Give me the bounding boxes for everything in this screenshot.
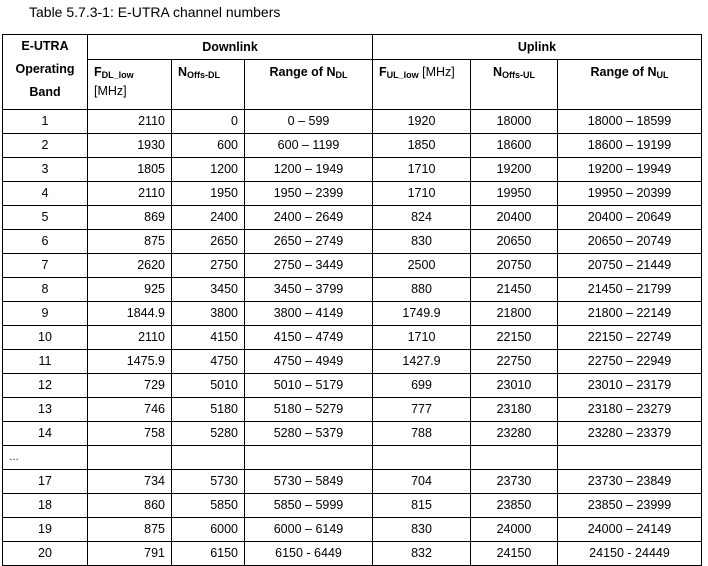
f-ul-low-cell: 788 bbox=[373, 422, 471, 446]
band-header: E-UTRA Operating Band bbox=[3, 35, 88, 110]
table-row bbox=[3, 398, 702, 422]
f-ul-low-cell: 1749.9 bbox=[373, 302, 471, 326]
range-ul-cell: 23180 – 23279 bbox=[558, 398, 702, 422]
n-offs-dl-cell bbox=[172, 446, 245, 470]
range-dl-cell: 1200 – 1949 bbox=[245, 158, 373, 182]
n-offs-ul-cell: 24150 bbox=[471, 542, 558, 566]
range-ul-cell: 23730 – 23849 bbox=[558, 470, 702, 494]
f-dl-low-cell: 925 bbox=[88, 278, 172, 302]
n-offs-dl-cell: 2750 bbox=[172, 254, 245, 278]
band-cell: 1 bbox=[3, 110, 88, 134]
n-offs-dl-cell: 3450 bbox=[172, 278, 245, 302]
uplink-header: Uplink bbox=[373, 35, 702, 60]
range-ul-cell: 23850 – 23999 bbox=[558, 494, 702, 518]
f-ul-low-cell: 1710 bbox=[373, 326, 471, 350]
f-dl-low-cell: 2110 bbox=[88, 182, 172, 206]
n-offs-ul-cell: 18000 bbox=[471, 110, 558, 134]
range-ul-cell: 18000 – 18599 bbox=[558, 110, 702, 134]
range-dl-cell: 1950 – 2399 bbox=[245, 182, 373, 206]
range-dl-cell: 4150 – 4749 bbox=[245, 326, 373, 350]
band-cell: 10 bbox=[3, 326, 88, 350]
n-offs-dl-cell: 4150 bbox=[172, 326, 245, 350]
f-dl-low-cell: 1844.9 bbox=[88, 302, 172, 326]
range-dl-cell: 2400 – 2649 bbox=[245, 206, 373, 230]
table-row bbox=[3, 278, 702, 302]
range-ul-cell: 21450 – 21799 bbox=[558, 278, 702, 302]
n-offs-dl-cell: 0 bbox=[172, 110, 245, 134]
band-cell: 19 bbox=[3, 518, 88, 542]
range-dl-cell: 2650 – 2749 bbox=[245, 230, 373, 254]
f-ul-low-cell: 832 bbox=[373, 542, 471, 566]
range-dl-cell: 3800 – 4149 bbox=[245, 302, 373, 326]
band-cell: 5 bbox=[3, 206, 88, 230]
header-row-sub bbox=[3, 60, 702, 110]
range-dl-cell: 5280 – 5379 bbox=[245, 422, 373, 446]
n-offs-ul-cell: 22750 bbox=[471, 350, 558, 374]
band-cell: 6 bbox=[3, 230, 88, 254]
f-ul-low-cell: 1850 bbox=[373, 134, 471, 158]
n-offs-ul-cell: 23180 bbox=[471, 398, 558, 422]
f-dl-low-cell: 875 bbox=[88, 518, 172, 542]
n-offs-ul-cell: 21450 bbox=[471, 278, 558, 302]
n-offs-ul-cell: 20400 bbox=[471, 206, 558, 230]
f-ul-low-cell: 880 bbox=[373, 278, 471, 302]
band-cell: 9 bbox=[3, 302, 88, 326]
n-offs-ul-cell: 23010 bbox=[471, 374, 558, 398]
n-offs-dl-cell: 4750 bbox=[172, 350, 245, 374]
table-row bbox=[3, 446, 702, 470]
n-offs-ul-cell: 24000 bbox=[471, 518, 558, 542]
n-offs-ul-cell: 23280 bbox=[471, 422, 558, 446]
range-ul-cell: 20650 – 20749 bbox=[558, 230, 702, 254]
n-offs-ul-cell: 20650 bbox=[471, 230, 558, 254]
range-dl-cell: 6150 - 6449 bbox=[245, 542, 373, 566]
range-dl-cell: 5180 – 5279 bbox=[245, 398, 373, 422]
table-row bbox=[3, 326, 702, 350]
band-cell: … bbox=[3, 446, 88, 470]
table-row bbox=[3, 134, 702, 158]
range-ul-cell: 20400 – 20649 bbox=[558, 206, 702, 230]
range-ul-cell: 22750 – 22949 bbox=[558, 350, 702, 374]
f-ul-low-cell: 699 bbox=[373, 374, 471, 398]
range-ul-cell: 20750 – 21449 bbox=[558, 254, 702, 278]
f-ul-low-cell: 830 bbox=[373, 230, 471, 254]
f-dl-low-cell: 2110 bbox=[88, 110, 172, 134]
table-row bbox=[3, 542, 702, 566]
n-offs-dl-cell: 6150 bbox=[172, 542, 245, 566]
range-dl-cell: 2750 – 3449 bbox=[245, 254, 373, 278]
range-ul-cell: 21800 – 22149 bbox=[558, 302, 702, 326]
range-ul-cell: 19950 – 20399 bbox=[558, 182, 702, 206]
f-dl-low-cell bbox=[88, 446, 172, 470]
range-ul-cell: 23010 – 23179 bbox=[558, 374, 702, 398]
f-ul-low-cell: 815 bbox=[373, 494, 471, 518]
n-offs-dl-cell: 5730 bbox=[172, 470, 245, 494]
f-ul-low-cell: 777 bbox=[373, 398, 471, 422]
table-row bbox=[3, 374, 702, 398]
range-dl-cell: 5730 – 5849 bbox=[245, 470, 373, 494]
band-cell: 12 bbox=[3, 374, 88, 398]
f-dl-low-cell: 729 bbox=[88, 374, 172, 398]
band-cell: 20 bbox=[3, 542, 88, 566]
band-cell: 13 bbox=[3, 398, 88, 422]
n-offs-dl-cell: 5180 bbox=[172, 398, 245, 422]
n-offs-ul-cell bbox=[471, 446, 558, 470]
f-ul-low-cell: 2500 bbox=[373, 254, 471, 278]
range-dl-cell: 0 – 599 bbox=[245, 110, 373, 134]
table-row bbox=[3, 494, 702, 518]
f-ul-low-cell: 1710 bbox=[373, 182, 471, 206]
range-ul-cell: 24150 - 24449 bbox=[558, 542, 702, 566]
f-ul-low-cell: 704 bbox=[373, 470, 471, 494]
table-row bbox=[3, 254, 702, 278]
n-offs-ul-header: $N_{Offs-UL}$ bbox=[471, 60, 558, 110]
n-offs-dl-cell: 3800 bbox=[172, 302, 245, 326]
range-ul-cell: 24000 – 24149 bbox=[558, 518, 702, 542]
band-cell: 2 bbox=[3, 134, 88, 158]
range-dl-cell: 5850 – 5999 bbox=[245, 494, 373, 518]
band-cell: 3 bbox=[3, 158, 88, 182]
f-ul-low-cell: 830 bbox=[373, 518, 471, 542]
table-row bbox=[3, 230, 702, 254]
f-ul-low-cell bbox=[373, 446, 471, 470]
range-ul-cell: 23280 – 23379 bbox=[558, 422, 702, 446]
table-row bbox=[3, 518, 702, 542]
f-dl-low-cell: 734 bbox=[88, 470, 172, 494]
n-offs-ul-cell: 20750 bbox=[471, 254, 558, 278]
range-dl-cell: 5010 – 5179 bbox=[245, 374, 373, 398]
band-cell: 14 bbox=[3, 422, 88, 446]
n-offs-dl-cell: 1200 bbox=[172, 158, 245, 182]
f-dl-low-cell: 869 bbox=[88, 206, 172, 230]
f-ul-low-cell: 824 bbox=[373, 206, 471, 230]
f-dl-low-cell: 758 bbox=[88, 422, 172, 446]
f-ul-low-cell: 1427.9 bbox=[373, 350, 471, 374]
range-dl-cell: 3450 – 3799 bbox=[245, 278, 373, 302]
band-cell: 7 bbox=[3, 254, 88, 278]
range-ul-cell: 19200 – 19949 bbox=[558, 158, 702, 182]
band-cell: 18 bbox=[3, 494, 88, 518]
band-cell: 8 bbox=[3, 278, 88, 302]
downlink-header: Downlink bbox=[88, 35, 373, 60]
f-dl-low-cell: 875 bbox=[88, 230, 172, 254]
f-dl-low-cell: 1805 bbox=[88, 158, 172, 182]
table-row bbox=[3, 206, 702, 230]
f-dl-low-cell: 1475.9 bbox=[88, 350, 172, 374]
range-dl-cell: 6000 – 6149 bbox=[245, 518, 373, 542]
range-dl-header: Range of $N_{DL}$ bbox=[245, 60, 373, 110]
band-cell: 17 bbox=[3, 470, 88, 494]
range-dl-cell: 4750 – 4949 bbox=[245, 350, 373, 374]
f-ul-low-cell: 1920 bbox=[373, 110, 471, 134]
table-row bbox=[3, 470, 702, 494]
n-offs-ul-cell: 19200 bbox=[471, 158, 558, 182]
f-dl-low-cell: 860 bbox=[88, 494, 172, 518]
channel-numbers-table bbox=[2, 34, 702, 566]
f-dl-low-cell: 2620 bbox=[88, 254, 172, 278]
range-ul-cell: 22150 – 22749 bbox=[558, 326, 702, 350]
table-body bbox=[3, 110, 702, 566]
n-offs-dl-cell: 6000 bbox=[172, 518, 245, 542]
n-offs-ul-cell: 18600 bbox=[471, 134, 558, 158]
n-offs-dl-header: $N_{Offs-DL}$ bbox=[172, 60, 245, 110]
n-offs-ul-cell: 22150 bbox=[471, 326, 558, 350]
range-ul-cell bbox=[558, 446, 702, 470]
n-offs-dl-cell: 5010 bbox=[172, 374, 245, 398]
n-offs-dl-cell: 5850 bbox=[172, 494, 245, 518]
f-ul-low-header: $F_{UL\_low}$ [MHz] bbox=[373, 60, 471, 110]
n-offs-ul-cell: 23730 bbox=[471, 470, 558, 494]
n-offs-ul-cell: 19950 bbox=[471, 182, 558, 206]
n-offs-dl-cell: 5280 bbox=[172, 422, 245, 446]
n-offs-ul-cell: 21800 bbox=[471, 302, 558, 326]
table-row bbox=[3, 302, 702, 326]
f-dl-low-cell: 1930 bbox=[88, 134, 172, 158]
table-row bbox=[3, 182, 702, 206]
table-row bbox=[3, 422, 702, 446]
range-ul-header: Range of $N_{UL}$ bbox=[558, 60, 702, 110]
n-offs-dl-cell: 2400 bbox=[172, 206, 245, 230]
range-dl-cell bbox=[245, 446, 373, 470]
n-offs-ul-cell: 23850 bbox=[471, 494, 558, 518]
f-ul-low-cell: 1710 bbox=[373, 158, 471, 182]
n-offs-dl-cell: 1950 bbox=[172, 182, 245, 206]
f-dl-low-cell: 2110 bbox=[88, 326, 172, 350]
n-offs-dl-cell: 2650 bbox=[172, 230, 245, 254]
table-row bbox=[3, 350, 702, 374]
n-offs-dl-cell: 600 bbox=[172, 134, 245, 158]
header-row-top bbox=[3, 35, 702, 60]
range-ul-cell: 18600 – 19199 bbox=[558, 134, 702, 158]
table-caption: Table 5.7.3-1: E-UTRA channel numbers bbox=[29, 4, 281, 20]
f-dl-low-cell: 791 bbox=[88, 542, 172, 566]
band-cell: 11 bbox=[3, 350, 88, 374]
table-row bbox=[3, 110, 702, 134]
f-dl-low-header: $F_{DL\_low}$ [MHz] bbox=[88, 60, 172, 110]
band-cell: 4 bbox=[3, 182, 88, 206]
f-dl-low-cell: 746 bbox=[88, 398, 172, 422]
range-dl-cell: 600 – 1199 bbox=[245, 134, 373, 158]
table-row bbox=[3, 158, 702, 182]
